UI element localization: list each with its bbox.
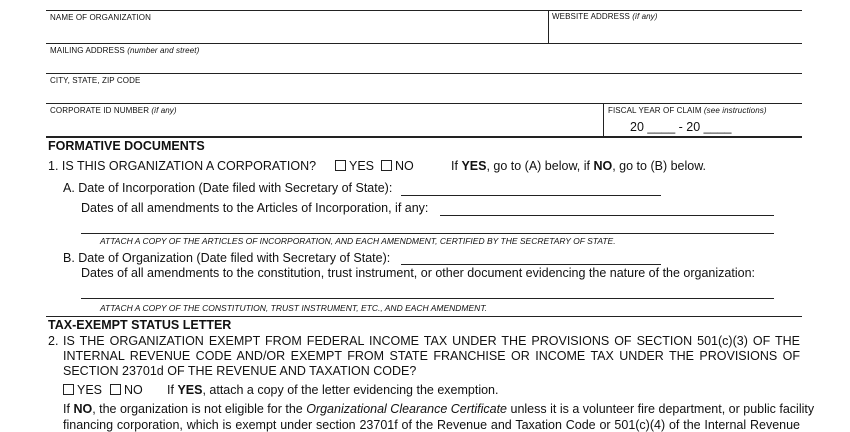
q2-no-option[interactable]: NO [110,383,143,397]
formative-documents-heading: FORMATIVE DOCUMENTS [48,139,205,153]
articles-amendments-field-2[interactable] [81,233,774,234]
city-state-zip-field[interactable] [46,84,800,102]
q2-yes-instructions: If YES, attach a copy of the letter evidencing the exemption. [167,383,499,397]
articles-amendments-field[interactable] [440,215,774,216]
corporate-id-field[interactable] [46,115,601,135]
city-state-zip-label: CITY, STATE, ZIP CODE [50,76,141,85]
question-2-number: 2. [48,334,59,348]
website-label: WEBSITE ADDRESS (if any) [552,12,658,21]
date-of-organization-field[interactable] [401,264,661,265]
q2-no-checkbox[interactable] [110,384,121,395]
date-of-organization-label: B. Date of Organization (Date filed with Secretary of State): [63,251,391,265]
question-1: 1. IS THIS ORGANIZATION A CORPORATION? [48,159,317,173]
question-2-line-3: SECTION 23701d OF THE REVENUE AND TAXATION CODE? [63,364,417,378]
q1-instructions: If YES, go to (A) below, if NO, go to (B) below. [451,159,707,173]
q2-no-instructions: If NO, the organization is not eligible for the Organizational Clearance Certificate unless it is a volunteer fire department, or public facility [63,402,815,416]
q2-yes-option[interactable]: YES [63,383,102,397]
website-field[interactable] [552,20,800,42]
constitution-amendments-field[interactable] [81,298,774,299]
q1-no-option[interactable]: NO [381,159,414,173]
date-of-incorporation-field[interactable] [401,195,661,196]
question-2-line-1: IS THE ORGANIZATION EXEMPT FROM FEDERAL INCOME TAX UNDER THE PROVISIONS OF SECTION 501(c)(3) OF THE [63,334,800,348]
name-of-organization-label: NAME OF ORGANIZATION [50,13,151,22]
fiscal-year-label: FISCAL YEAR OF CLAIM (see instructions) [608,106,767,115]
fiscal-year-field[interactable]: 20 ____ - 20 ____ [630,120,732,134]
q1-yes-checkbox[interactable] [335,160,346,171]
q1-no-checkbox[interactable] [381,160,392,171]
date-of-incorporation-label: A. Date of Incorporation (Date filed with Secretary of State): [63,181,393,195]
q2-yes-checkbox[interactable] [63,384,74,395]
attach-articles-note: ATTACH A COPY OF THE ARTICLES OF INCORPORATION, AND EACH AMENDMENT, CERTIFIED BY THE SECRETARY OF STATE. [100,236,616,246]
corporate-id-label: CORPORATE ID NUMBER (if any) [50,106,177,115]
q1-yes-option[interactable]: YES [335,159,374,173]
mailing-address-label: MAILING ADDRESS (number and street) [50,46,200,55]
mailing-address-field[interactable] [46,54,800,72]
question-2-line-2: INTERNAL REVENUE CODE AND/OR EXEMPT FROM STATE FRANCHISE OR INCOME TAX UNDER THE PROVISIONS OF [63,349,800,363]
organization-name-field[interactable] [46,20,546,42]
articles-amendments-label: Dates of all amendments to the Articles of Incorporation, if any: [81,201,429,215]
constitution-amendments-label: Dates of all amendments to the constitution, trust instrument, or other document evidencing the nature of the organization: [81,266,755,280]
q2-no-instructions-line-2: financing corporation, which is exempt under section 23701f of the Revenue and Taxation Code or 501(c)(4) of the Internal Revenue [63,418,800,432]
attach-constitution-note: ATTACH A COPY OF THE CONSTITUTION, TRUST INSTRUMENT, ETC., AND EACH AMENDMENT. [100,303,488,313]
tax-exempt-heading: TAX-EXEMPT STATUS LETTER [48,318,232,332]
